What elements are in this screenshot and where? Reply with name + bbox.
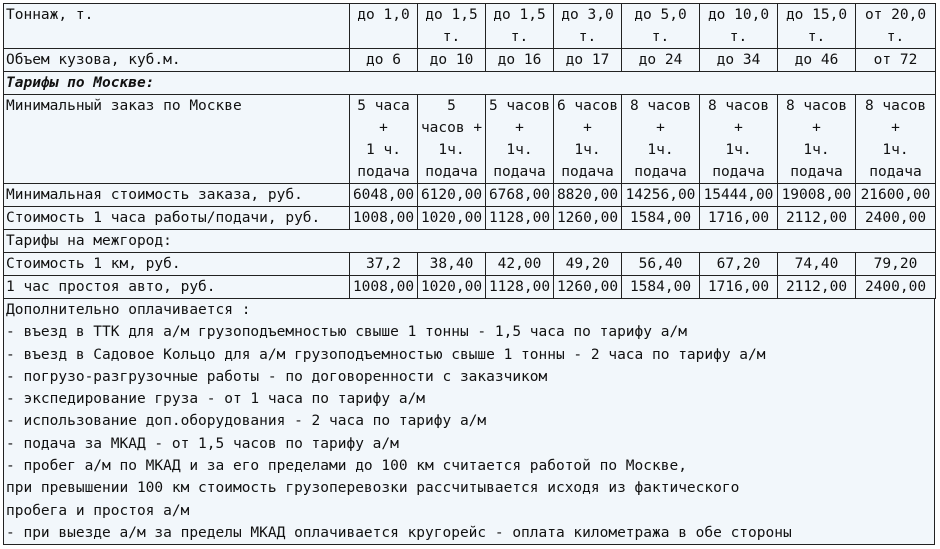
tonnage-unit: т. (651, 29, 670, 45)
min-order-line: + (812, 120, 821, 136)
min-cost-cell: 6768,00 (486, 184, 554, 207)
tonnage-unit: т. (510, 29, 529, 45)
hour-cost-cell: 2112,00 (778, 207, 856, 230)
min-order-line: 5 часа (357, 98, 410, 114)
min-order-line: + (583, 120, 592, 136)
idle-cost-cell: 1128,00 (486, 276, 554, 299)
note-line: - при выезде а/м за пределы МКАД оплачивается кругорейс - оплата километража в обе стороны (6, 524, 792, 541)
hour-cost-cell: 1020,00 (418, 207, 486, 230)
min-cost-cell: 8820,00 (554, 184, 622, 207)
volume-cell: до 17 (554, 49, 622, 72)
hour-cost-cell: 1008,00 (350, 207, 418, 230)
note-line: пробега и простоя а/м (6, 502, 190, 519)
min-order-line: 1ч. (803, 142, 830, 158)
idle-cost-cell: 2112,00 (778, 276, 856, 299)
min-order-cell (622, 95, 700, 184)
hour-cost-cell: 2400,00 (856, 207, 936, 230)
min-order-line: + (379, 120, 388, 136)
note-line: - экспедирование груза - от 1 часа по тарифу а/м (6, 391, 426, 408)
tonnage-cell (350, 4, 418, 49)
tonnage-cell (554, 4, 622, 49)
tonnage-cell (418, 4, 486, 49)
volume-label: Объем кузова, куб.м. (4, 49, 350, 72)
volume-cell: до 34 (700, 49, 778, 72)
min-order-line: + (891, 120, 900, 136)
min-order-line: 8 часов (629, 98, 692, 114)
min-cost-cell: 19008,00 (778, 184, 856, 207)
km-cost-cell: 38,40 (418, 253, 486, 276)
hour-cost-cell: 1260,00 (554, 207, 622, 230)
additional-charges-notes (3, 299, 935, 545)
tonnage-value: до 1,5 (425, 7, 478, 23)
tariff-document (3, 3, 935, 545)
min-order-cell (350, 95, 418, 184)
min-order-cell (856, 95, 936, 184)
min-order-line: 1ч. (574, 142, 601, 158)
notes-heading: Дополнительно оплачивается : (6, 302, 251, 318)
idle-cost-cell: 2400,00 (856, 276, 936, 299)
idle-cost-cell: 1260,00 (554, 276, 622, 299)
tonnage-value: до 15,0 (785, 7, 848, 23)
min-order-line: + (734, 120, 743, 136)
tonnage-cell (622, 4, 700, 49)
tonnage-value: до 1,5 (493, 7, 546, 23)
volume-cell: до 16 (486, 49, 554, 72)
min-order-line: часов + (420, 120, 483, 136)
intercity-section-row (4, 230, 936, 253)
km-cost-cell: 79,20 (856, 253, 936, 276)
min-order-line: подача (869, 164, 922, 180)
tonnage-cell (856, 4, 936, 49)
min-order-line: 8 часов (707, 98, 770, 114)
min-order-cell (700, 95, 778, 184)
tariff-table (3, 3, 936, 299)
min-order-cell (418, 95, 486, 184)
min-order-line: 1 ч. (366, 142, 401, 158)
min-order-line: 1ч. (438, 142, 465, 158)
tonnage-value: до 1,0 (357, 7, 410, 23)
min-order-line: подача (634, 164, 687, 180)
note-line: - въезд в ТТК для а/м грузоподъемностью свыше 1 тонны - 1,5 часа по тарифу а/м (6, 324, 687, 341)
min-order-line: подача (425, 164, 478, 180)
min-order-line: подача (357, 164, 410, 180)
min-order-line: подача (561, 164, 614, 180)
idle-cost-cell: 1716,00 (700, 276, 778, 299)
km-cost-row (4, 253, 936, 276)
tonnage-unit: т. (807, 29, 826, 45)
min-order-line: 1ч. (647, 142, 674, 158)
hour-cost-cell: 1128,00 (486, 207, 554, 230)
min-order-cell (554, 95, 622, 184)
tonnage-label: Тоннаж, т. (4, 4, 350, 49)
km-cost-cell: 49,20 (554, 253, 622, 276)
tonnage-unit: т. (578, 29, 597, 45)
tonnage-unit: т. (442, 29, 461, 45)
min-cost-cell: 14256,00 (622, 184, 700, 207)
min-order-line: 8 часов (785, 98, 848, 114)
hour-cost-label: Стоимость 1 часа работы/подачи, руб. (4, 207, 350, 230)
note-line: - использование доп.оборудования - 2 часа по тарифу а/м (6, 413, 487, 430)
note-line: - подача за МКАД - от 1,5 часов по тарифу а/м (6, 435, 399, 452)
min-cost-label: Минимальная стоимость заказа, руб. (4, 184, 350, 207)
note-line: - пробег а/м по МКАД и за его пределами до 100 км считается работой по Москве, (6, 458, 687, 475)
min-order-line: подача (790, 164, 843, 180)
min-order-line: 5 часов (488, 98, 551, 114)
tonnage-value: до 3,0 (561, 7, 614, 23)
note-line: при превышении 100 км стоимость грузоперевозки рассчитывается исходя из фактического (6, 480, 740, 497)
min-order-line: подача (493, 164, 546, 180)
min-cost-cell: 15444,00 (700, 184, 778, 207)
tonnage-cell (700, 4, 778, 49)
volume-cell: до 10 (418, 49, 486, 72)
tonnage-unit: т. (729, 29, 748, 45)
idle-cost-cell: 1008,00 (350, 276, 418, 299)
idle-cost-row (4, 276, 936, 299)
idle-cost-label: 1 час простоя авто, руб. (4, 276, 350, 299)
min-order-cell (778, 95, 856, 184)
min-cost-row (4, 184, 936, 207)
min-cost-cell: 21600,00 (856, 184, 936, 207)
min-order-cell (486, 95, 554, 184)
idle-cost-cell: 1020,00 (418, 276, 486, 299)
volume-cell: до 46 (778, 49, 856, 72)
min-cost-cell: 6120,00 (418, 184, 486, 207)
volume-row (4, 49, 936, 72)
moscow-section-row (4, 72, 936, 95)
min-order-line: подача (712, 164, 765, 180)
intercity-section-heading: Тарифы на межгород: (4, 230, 936, 253)
km-cost-cell: 56,40 (622, 253, 700, 276)
min-order-line: 1ч. (882, 142, 909, 158)
tonnage-value: до 10,0 (707, 7, 770, 23)
km-cost-label: Стоимость 1 км, руб. (4, 253, 350, 276)
idle-cost-cell: 1584,00 (622, 276, 700, 299)
min-order-line: 5 (447, 98, 456, 114)
hour-cost-cell: 1716,00 (700, 207, 778, 230)
min-order-line: 6 часов (556, 98, 619, 114)
min-order-line: 8 часов (864, 98, 927, 114)
km-cost-cell: 42,00 (486, 253, 554, 276)
note-line: - въезд в Садовое Кольцо для а/м грузоподъемностью свыше 1 тонны - 2 часа по тарифу а/м (6, 346, 766, 363)
km-cost-cell: 37,2 (350, 253, 418, 276)
min-order-row (4, 95, 936, 184)
tonnage-value: от 20,0 (864, 7, 927, 23)
tonnage-row (4, 4, 936, 49)
note-line: - погрузо-разгрузочные работы - по договоренности с заказчиком (6, 368, 548, 385)
km-cost-cell: 67,20 (700, 253, 778, 276)
km-cost-cell: 74,40 (778, 253, 856, 276)
min-order-line: 1ч. (506, 142, 533, 158)
min-order-line: 1ч. (725, 142, 752, 158)
moscow-section-heading: Тарифы по Москве: (4, 72, 936, 95)
min-order-line: + (656, 120, 665, 136)
min-cost-cell: 6048,00 (350, 184, 418, 207)
volume-cell: до 6 (350, 49, 418, 72)
volume-cell: от 72 (856, 49, 936, 72)
tonnage-unit: т. (886, 29, 905, 45)
tonnage-cell (486, 4, 554, 49)
hour-cost-cell: 1584,00 (622, 207, 700, 230)
tonnage-cell (778, 4, 856, 49)
tonnage-value: до 5,0 (634, 7, 687, 23)
volume-cell: до 24 (622, 49, 700, 72)
min-order-label: Минимальный заказ по Москве (4, 95, 350, 184)
hour-cost-row (4, 207, 936, 230)
min-order-line: + (515, 120, 524, 136)
